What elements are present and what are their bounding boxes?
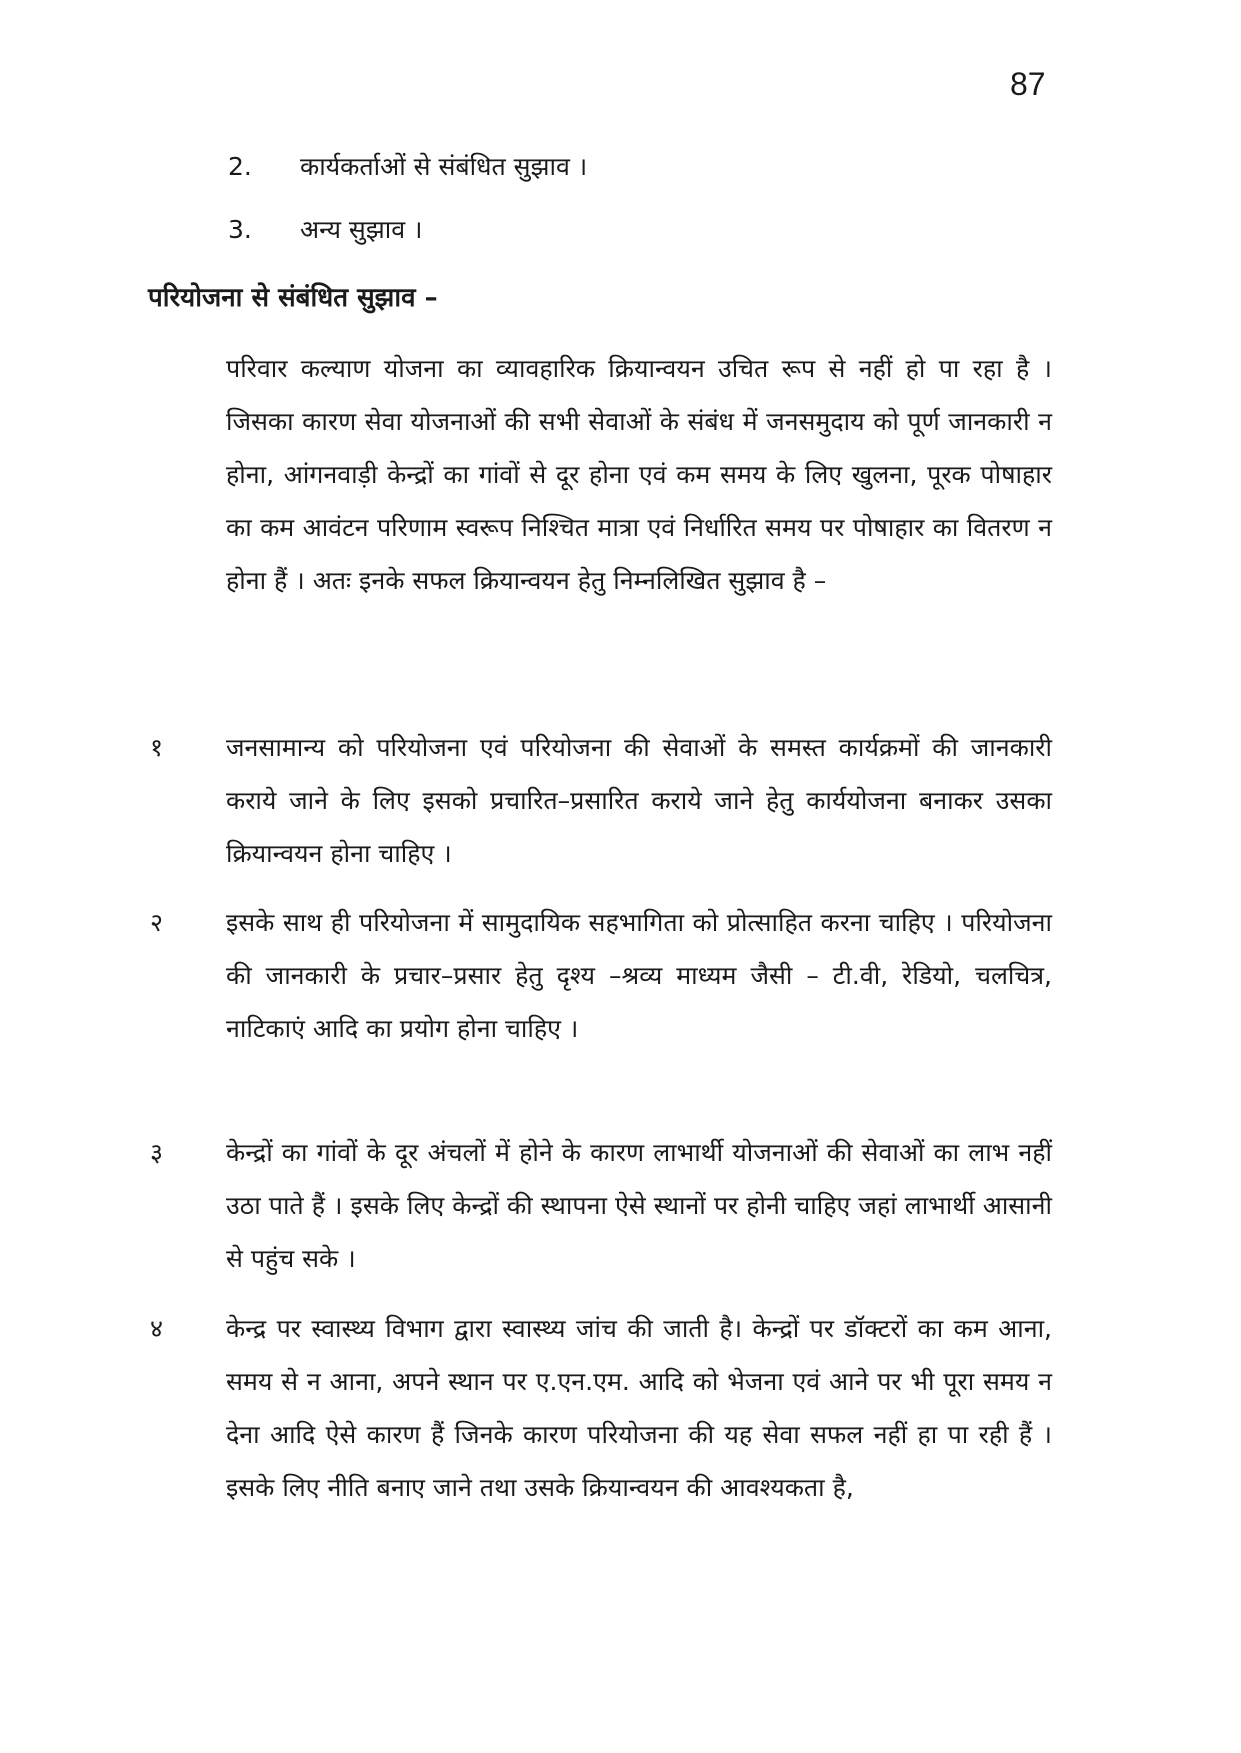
intro-paragraph: परिवार कल्याण योजना का व्यावहारिक क्रियान्वयन उचित रूप से नहीं हो पा रहा है । जिसका कारण सेवा योजनाओं की सभी सेवाओं के संबंध में जनसमुदाय को पूर्ण जानकारी न होना, आंगनवाड़ी केन्द्रों का गांवों से दूर होना एवं कम समय के लिए खुलना, पूरक पोषाहार का कम आवंटन परिणाम स्वरूप निश्चित मात्रा एवं निर्धारित समय पर पोषाहार का वितरण न होना हैं । अतः इनके सफल क्रियान्वयन हेतु निम्नलिखित सुझाव है – (226, 354, 1052, 595)
item-number: ४ (150, 1314, 164, 1343)
item-number: ३ (150, 1138, 164, 1167)
list-item-text: अन्य सुझाव । (300, 215, 423, 244)
list-item-text: कार्यकर्ताओं से संबंधित सुझाव । (300, 152, 588, 181)
list-item-number: 2. (228, 152, 252, 181)
item-paragraph: केन्द्र पर स्वास्थ्य विभाग द्वारा स्वास्थ्य जांच की जाती है। केन्द्रों पर डॉक्टरों का कम आना, समय से न आना, अपने स्थान पर ए.एन.एम. आदि को भेजना एवं आने पर भी पूरा समय न देना आदि ऐसे कारण हैं जिनके कारण परियोजना की यह सेवा सफल नहीं हा पा रही हैं । इसके लिए नीति बनाए जाने तथा उसके क्रियान्वयन की आवश्यकता है, (226, 1314, 1052, 1502)
page-number: 87 (1010, 66, 1046, 102)
item-paragraph: जनसामान्य को परियोजना एवं परियोजना की सेवाओं के समस्त कार्यक्रमों की जानकारी कराये जाने के लिए इसको प्रचारित–प्रसारित कराये जाने हेतु कार्ययोजना बनाकर उसका क्रियान्वयन होना चाहिए । (226, 733, 1052, 868)
item-number: १ (150, 733, 164, 762)
list-item-number: 3. (228, 215, 252, 244)
item-number: २ (150, 908, 164, 937)
list-item (228, 150, 587, 184)
item-paragraph: केन्द्रों का गांवों के दूर अंचलों में होने के कारण लाभार्थी योजनाओं की सेवाओं का लाभ नहीं उठा पाते हैं । इसके लिए केन्द्रों की स्थापना ऐसे स्थानों पर होनी चाहिए जहां लाभार्थी आसानी से पहुंच सके । (226, 1138, 1052, 1273)
list-item (228, 213, 423, 247)
section-heading: परियोजना से संबंधित सुझाव – (148, 283, 438, 313)
item-paragraph: इसके साथ ही परियोजना में सामुदायिक सहभागिता को प्रोत्साहित करना चाहिए । परियोजना की जानकारी के प्रचार–प्रसार हेतु दृश्य –श्रव्य माध्यम जैसी – टी.वी, रेडियो, चलचित्र, नाटिकाएं आदि का प्रयोग होना चाहिए । (226, 908, 1052, 1043)
